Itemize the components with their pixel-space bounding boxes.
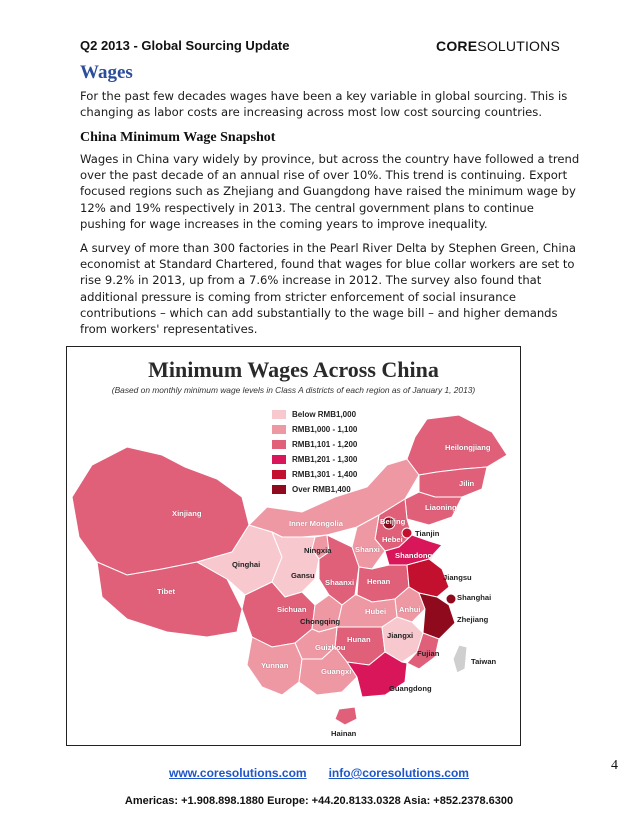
subsection-title: China Minimum Wage Snapshot — [80, 130, 276, 145]
legend-swatch — [272, 410, 286, 419]
label-anhui: Anhui — [399, 605, 421, 614]
label-guangxi: Guangxi — [321, 667, 352, 676]
label-qinghai: Qinghai — [232, 560, 261, 569]
label-hainan: Hainan — [331, 729, 357, 738]
label-fujian: Fujian — [417, 649, 440, 658]
legend-item — [272, 437, 357, 452]
legend-swatch — [272, 485, 286, 494]
legend-swatch — [272, 470, 286, 479]
footer-links — [0, 766, 638, 780]
legend-label: RMB1,000 - 1,100 — [292, 425, 358, 434]
legend-label: RMB1,201 - 1,300 — [292, 455, 358, 464]
brand-bold: CORE — [436, 38, 478, 54]
label-tibet: Tibet — [157, 587, 176, 596]
label-zhejiang: Zhejiang — [457, 615, 489, 624]
label-yunnan: Yunnan — [261, 661, 289, 670]
website-link[interactable]: www.coresolutions.com — [169, 766, 307, 780]
label-xinjiang: Xinjiang — [172, 509, 202, 518]
label-jilin: Jilin — [459, 479, 475, 488]
legend-item — [272, 467, 357, 482]
legend-label: Over RMB1,400 — [292, 485, 351, 494]
legend-item — [272, 422, 357, 437]
china-wage-map — [66, 346, 521, 746]
wage-paragraph-2: A survey of more than 300 factories in the Pearl River Delta by Stephen Green, China economist at Standard Chartered, found that wages for blue collar workers are set to rise 9.2% in 2013, up from a 7.6% increase in 2012. The survey also found that additional pressure is coming from stricter enforcement of social insurance contributions – which can add substantially to the wage bill – and higher demands from workers' representatives. — [80, 241, 576, 337]
legend-label: RMB1,101 - 1,200 — [292, 440, 358, 449]
label-hubei: Hubei — [365, 607, 387, 616]
label-henan: Henan — [367, 577, 391, 586]
region-hainan — [335, 707, 357, 725]
legend-swatch — [272, 455, 286, 464]
region-taiwan — [453, 645, 467, 673]
label-inner-mongolia: Inner Mongolia — [289, 519, 343, 528]
header-brand — [436, 38, 560, 54]
legend-swatch — [272, 425, 286, 434]
brand-rest: SOLUTIONS — [477, 38, 560, 54]
footer-contacts: Americas: +1.908.898.1880 Europe: +44.20.8133.0328 Asia: +852.2378.6300 — [124, 795, 514, 807]
section-title: Wages — [80, 62, 133, 83]
map-subtitle: (Based on monthly minimum wage levels in Class A districts of each region as of January 1, 2013) — [111, 385, 476, 395]
wage-paragraph-1: Wages in China vary widely by province, but across the country have followed a trend over the past decade of an annual rise of over 10%. This trend is continuing. Export focused regions such as Zhejiang and Guangdong have raised the minimum wage by 12% and 19% respectively in 2013. The central government plans to continue pushing for wage increases in the coming years to improve inequality. — [80, 152, 580, 231]
label-shanxi: Shanxi — [355, 545, 380, 554]
label-sichuan: Sichuan — [277, 605, 307, 614]
label-heilongjiang: Heilongjiang — [445, 443, 491, 452]
label-tianjin: Tianjin — [415, 529, 440, 538]
label-taiwan: Taiwan — [471, 657, 497, 666]
label-guizhou: Guizhou — [315, 643, 346, 652]
map-legend — [272, 407, 357, 497]
label-shanghai: Shanghai — [457, 593, 492, 602]
label-hunan: Hunan — [347, 635, 371, 644]
page-number: 4 — [611, 758, 618, 773]
label-beijing: Beijing — [380, 517, 406, 526]
legend-item — [272, 452, 357, 467]
label-shaanxi: Shaanxi — [325, 578, 355, 587]
label-jiangxi: Jiangxi — [387, 631, 414, 640]
email-link[interactable]: info@coresolutions.com — [328, 766, 469, 780]
label-liaoning: Liaoning — [425, 503, 457, 512]
label-gansu: Gansu — [291, 571, 315, 580]
legend-label: Below RMB1,000 — [292, 410, 357, 419]
intro-paragraph: For the past few decades wages have been a key variable in global sourcing. This is changing as labor costs are increasing across most low cost sourcing countries. — [80, 89, 568, 120]
label-chongqing: Chongqing — [300, 617, 341, 626]
map-title: Minimum Wages Across China — [148, 357, 439, 382]
region-shanghai — [446, 594, 456, 604]
legend-label: RMB1,301 - 1,400 — [292, 470, 358, 479]
legend-swatch — [272, 440, 286, 449]
legend-item — [272, 407, 357, 422]
label-shandong: Shandong — [395, 551, 433, 560]
label-jiangsu: Jiangsu — [443, 573, 472, 582]
label-guangdong: Guangdong — [389, 684, 432, 693]
label-ningxia: Ningxia — [304, 546, 332, 555]
legend-item — [272, 482, 357, 497]
region-gansu — [272, 532, 319, 597]
header-title: Q2 2013 - Global Sourcing Update — [80, 38, 290, 53]
label-hebei: Hebei — [382, 535, 403, 544]
